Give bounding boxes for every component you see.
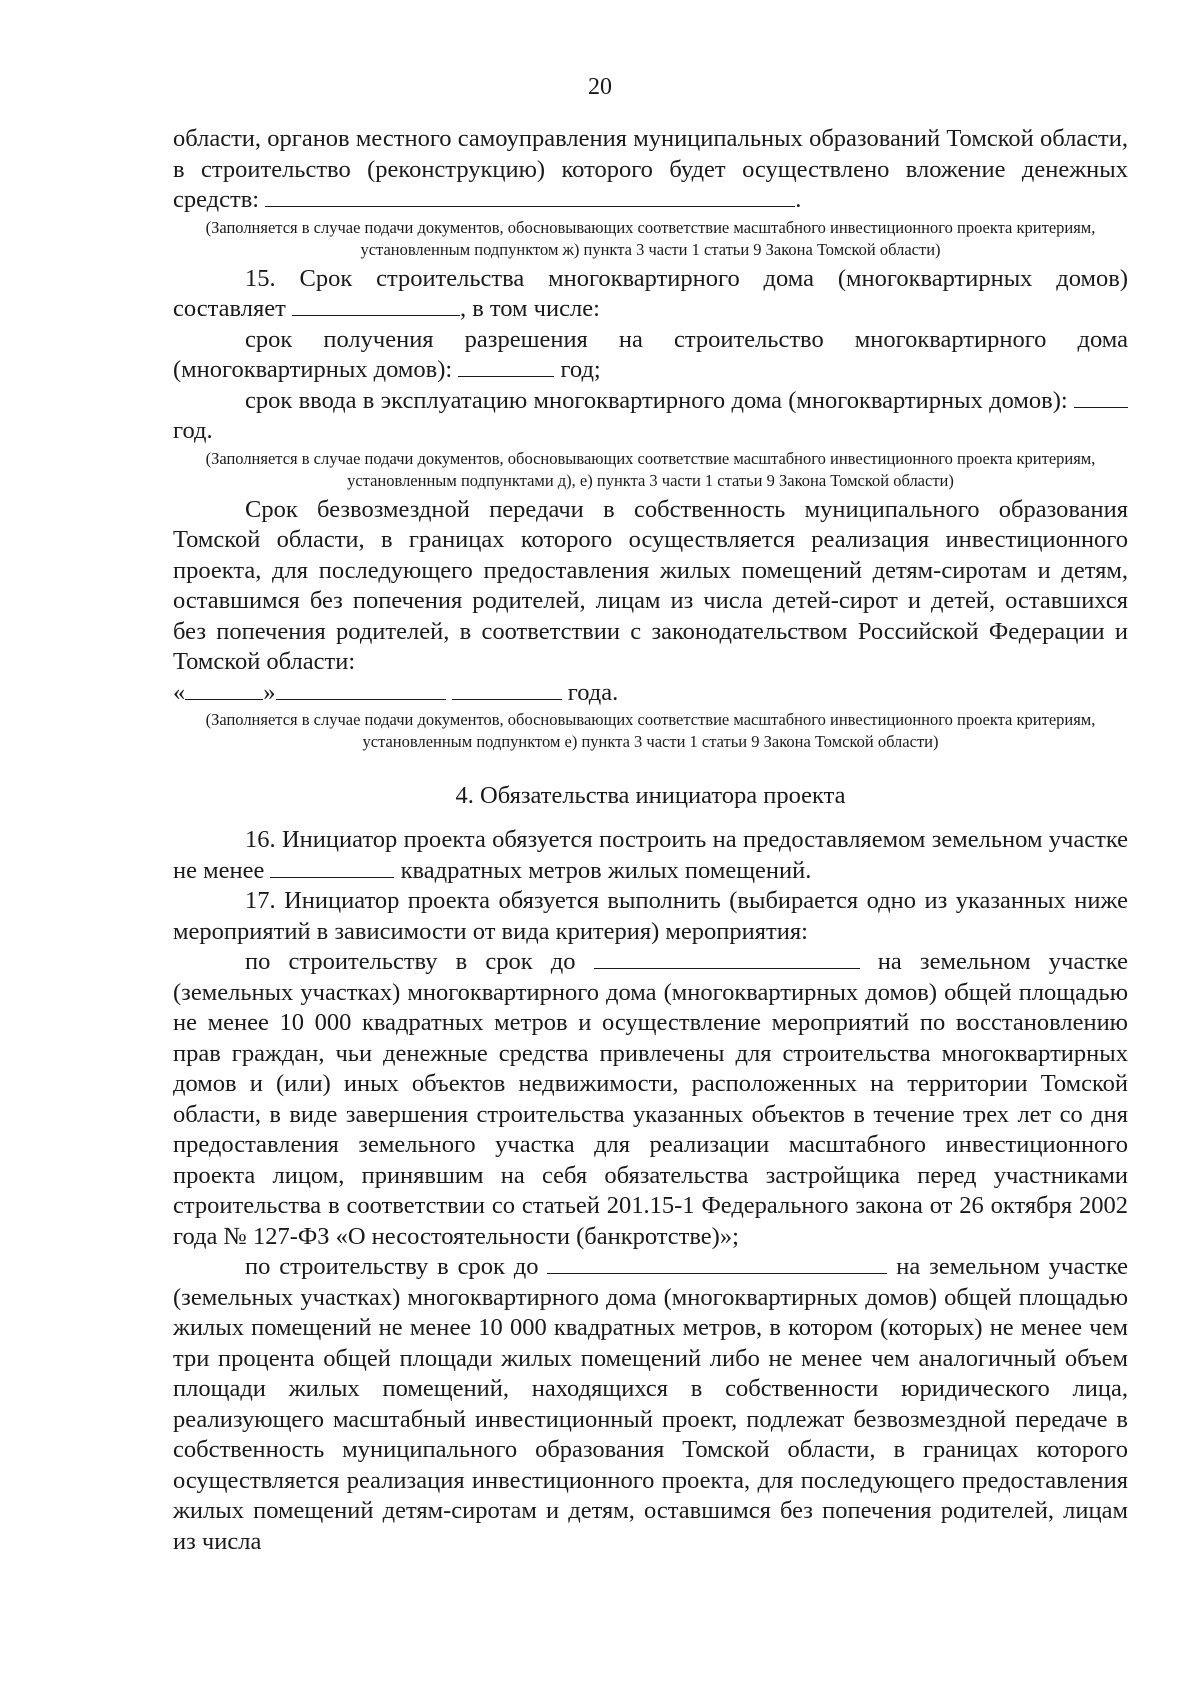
text-commissioning-term: срок ввода в эксплуатацию многоквартирного дома (многоквартирных домов): xyxy=(245,386,1068,414)
text-option-2-start: по строительству в срок до xyxy=(245,1253,539,1280)
text-15: 15. Срок строительства многоквартирного дома (многоквартирных домов) составляет xyxy=(173,264,1128,322)
blank-line xyxy=(276,679,446,700)
text-including: , в том числе: xyxy=(459,295,600,322)
paragraph-permit-term xyxy=(173,325,1128,386)
text-open-quote: « xyxy=(173,678,186,706)
blank-line xyxy=(594,948,860,969)
blank-line xyxy=(452,679,562,700)
paragraph-15 xyxy=(173,264,1128,325)
text-16: 16. Инициатор проекта обязуется построить на предоставляемом земельном участке не менее xyxy=(173,826,1128,884)
text-year-period: год. xyxy=(173,417,213,444)
paragraph-option-1 xyxy=(173,947,1128,1252)
document-body xyxy=(173,124,1128,1557)
blank-line xyxy=(292,295,460,316)
text-period: . xyxy=(795,186,802,213)
note-fill-condition: (Заполняется в случае подачи документов, обосновывающих соответствие масштабного инвестиционного проекта критериям, установленным подпунктом е) пункта 3 части 1 статьи 9 Закона Томской области) xyxy=(205,710,1096,751)
paragraph-transfer-date xyxy=(173,678,1128,709)
text-permit-term: срок получения разрешения на строительство многоквартирного дома (многоквартирных домов): xyxy=(173,325,1128,383)
paragraph-option-2 xyxy=(173,1252,1128,1557)
text-16-end: квадратных метров жилых помещений. xyxy=(400,856,812,884)
blank-line xyxy=(185,679,263,700)
note-fill-condition: (Заполняется в случае подачи документов, обосновывающих соответствие масштабного инвестиционного проекта критериям, установленным подпунктами д), е) пункта 3 части 1 статьи 9 Закона Томской области) xyxy=(205,448,1096,490)
blank-line xyxy=(1074,387,1128,408)
section-heading: 4. Обязательства инициатора проекта xyxy=(455,782,846,809)
text-option-1-start: по строительству в срок до xyxy=(245,948,576,975)
page-number: 20 xyxy=(588,74,612,100)
blank-line xyxy=(270,857,394,878)
text-year-semicolon: год; xyxy=(560,356,601,383)
blank-line xyxy=(458,356,554,377)
text-option-1: на земельном участке (земельных участках) многоквартирного дома (многоквартирных домов) общей площадью не менее 10 000 квадратных метров и осуществление мероприятий по восстановлению прав граждан, чьи денежные средства привлечены для строительства многоквартирных домов и (или) иных объектов недвижимости, расположенных на территории Томской области, в виде завершения строительства указанных объектов в течение трех лет со дня предоставления земельного участка для реализации масштабного инвестиционного проекта лицом, принявшим на себя обязательства застройщика перед участниками строительства в соответствии со статьей 201.15-1 Федерального закона от 26 октября 2002 года № 127-ФЗ «О несостоятельности (банкротстве)»; xyxy=(173,948,1128,1250)
text-investment-funds: области, органов местного самоуправления муниципальных образований Томской области, в строительство (реконструкцию) которого будет осуществлено вложение денежных средств: xyxy=(173,125,1128,213)
paragraph-investment-funds xyxy=(173,124,1128,216)
text-year: года. xyxy=(567,678,619,706)
paragraph-commissioning-term xyxy=(173,386,1128,447)
paragraph-16 xyxy=(173,825,1128,886)
text-close-quote: » xyxy=(263,678,276,706)
blank-line xyxy=(265,186,795,207)
text-option-2: на земельном участке (земельных участках) многоквартирного дома (многоквартирных домов) общей площадью жилых помещений не менее 10 000 квадратных метров, в котором (которых) не менее чем три процента общей площади жилых помещений либо не менее чем аналогичный объем площади жилых помещений, находящихся в собственности юридического лица, реализующего масштабный инвестиционный проект, подлежат безвозмездной передаче в собственность муниципального образования Томской области, в границах которого осуществляется реализация инвестиционного проекта, для последующего предоставления жилых помещений детям-сиротам и детям, оставшимся без попечения родителей, лицам из числа xyxy=(173,1253,1128,1555)
paragraph-transfer-term: Срок безвозмездной передачи в собственность муниципального образования Томской области, в границах которого осуществляется реализация инвестиционного проекта, для последующего предоставления жилых помещений детям-сиротам и детям, оставшимся без попечения родителей, лицам из числа детей-сирот и детей, оставшихся без попечения родителей, в соответствии с законодательством Российской Федерации и Томской области: xyxy=(173,495,1128,675)
paragraph-17: 17. Инициатор проекта обязуется выполнить (выбирается одно из указанных ниже мероприятий в зависимости от вида критерия) мероприятия: xyxy=(173,887,1128,945)
note-fill-condition: (Заполняется в случае подачи документов, обосновывающих соответствие масштабного инвестиционного проекта критериям, установленным подпунктом ж) пункта 3 части 1 статьи 9 Закона Томской области) xyxy=(205,217,1096,259)
blank-line xyxy=(547,1253,887,1274)
